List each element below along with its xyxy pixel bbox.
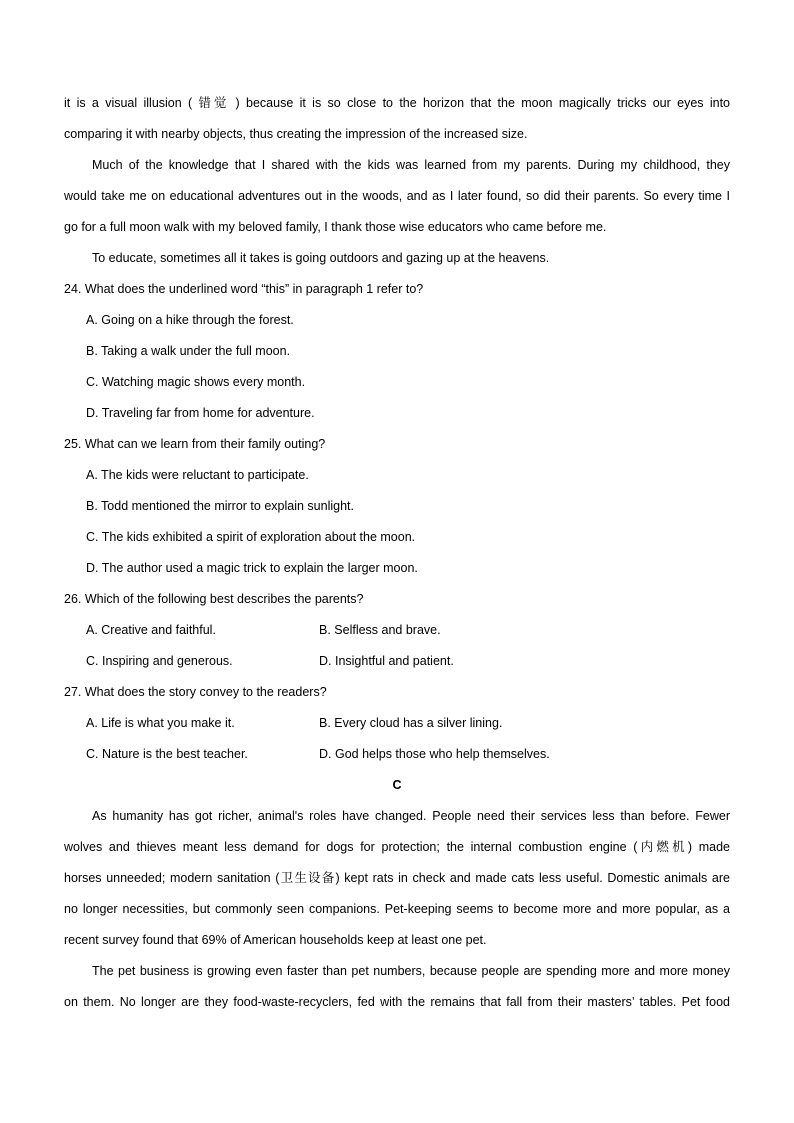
paragraph-line: horses unneeded; modern sanitation (卫生设备) kept rats in check and made cats less useful. Domestic animals are — [64, 871, 730, 885]
answer-option: D. God helps those who help themselves. — [319, 747, 550, 761]
answer-option: D. Insightful and patient. — [319, 654, 454, 668]
answer-option: B. Every cloud has a silver lining. — [319, 716, 503, 730]
question-stem: 27. What does the story convey to the readers? — [64, 685, 327, 699]
paragraph-line: on them. No longer are they food-waste-recyclers, fed with the remains that fall from their masters’ tables. Pet food — [64, 995, 730, 1009]
answer-option: A. Creative and faithful. — [86, 623, 216, 637]
answer-option: C. The kids exhibited a spirit of exploration about the moon. — [86, 530, 416, 544]
document-page — [64, 94, 730, 1024]
answer-option: B. Todd mentioned the mirror to explain sunlight. — [86, 499, 354, 513]
answer-option: A. Life is what you make it. — [86, 716, 235, 730]
answer-option: D. The author used a magic trick to explain the larger moon. — [86, 561, 418, 575]
option-row — [64, 745, 730, 776]
paragraph-line: As humanity has got richer, animal's roles have changed. People need their services less than before. Fewer — [92, 809, 730, 823]
option-row — [64, 621, 730, 652]
paragraph-line: Much of the knowledge that I shared with the kids was learned from my parents. During my childhood, they — [92, 158, 730, 172]
option-row — [64, 652, 730, 683]
paragraph-line: would take me on educational adventures out in the woods, and as I later found, so did their parents. So every time I — [64, 189, 730, 203]
paragraph-line: recent survey found that 69% of American households keep at least one pet. — [64, 933, 487, 947]
question-stem: 25. What can we learn from their family outing? — [64, 437, 326, 451]
answer-option: A. Going on a hike through the forest. — [86, 313, 294, 327]
answer-option: D. Traveling far from home for adventure. — [86, 406, 315, 420]
answer-option: B. Selfless and brave. — [319, 623, 441, 637]
answer-option: C. Watching magic shows every month. — [86, 375, 306, 389]
paragraph-line: no longer necessities, but commonly seen companions. Pet-keeping seems to become more and more popular, as a — [64, 902, 730, 916]
paragraph-line: To educate, sometimes all it takes is going outdoors and gazing up at the heavens. — [92, 251, 550, 265]
paragraph-line: The pet business is growing even faster than pet numbers, because people are spending more and more money — [92, 964, 730, 978]
answer-option: A. The kids were reluctant to participate. — [86, 468, 309, 482]
question-stem: 24. What does the underlined word “this” in paragraph 1 refer to? — [64, 282, 424, 296]
paragraph-line: comparing it with nearby objects, thus creating the impression of the increased size. — [64, 127, 528, 141]
answer-option: B. Taking a walk under the full moon. — [86, 344, 291, 358]
paragraph-line: go for a full moon walk with my beloved family, I thank those wise educators who came before me. — [64, 220, 607, 234]
answer-option: C. Nature is the best teacher. — [86, 747, 248, 761]
paragraph-line: it is a visual illusion ( 错觉 ) because it is so close to the horizon that the moon magically tricks our eyes into — [64, 96, 730, 110]
answer-option: C. Inspiring and generous. — [86, 654, 233, 668]
section-heading: C — [392, 778, 402, 792]
question-stem: 26. Which of the following best describes the parents? — [64, 592, 364, 606]
paragraph-line: wolves and thieves meant less demand for dogs for protection; the internal combustion engine (内燃机) made — [64, 840, 730, 854]
option-row — [64, 714, 730, 745]
